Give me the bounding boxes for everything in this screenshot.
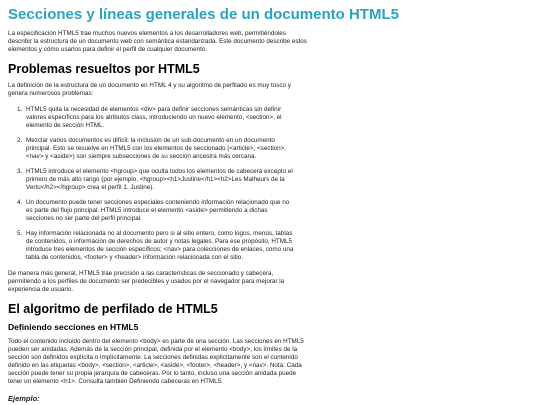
list-item: 5. Hay información relacionada no al documento pero si al sitio entero, como logos, menús, tablas de contenidos, o información de derechos de autor y notas legales. Para ese propósito, HTML5 introduce tres elementos de sección específicos; <nav> para colecciones de enlaces, como una tabla de contenidos, <footer> y <header> información relacionada con el sitio.: [24, 230, 296, 262]
intro-paragraph: La especificación HTML5 trae muchos nuevos elementos a los desarrolladores web, permitiéndoles describir la estructura de un documento web con semántica estandarizada. Este documento describe estos elementos y cómo usarlos para definir el perfil de cualquier documento.: [8, 30, 307, 53]
subheading-defining-sections: Definiendo secciones en HTML5: [8, 322, 139, 332]
defining-sections-paragraph: Todo el contenido incluido dentro del elemento <body> es parte de una sección. Las secciones en HTML5 pueden ser anidadas. Además de la sección principal, definida por el elemento <body>, los límites de la sección son definidos explícita o implícitamente. La secciones definidas explícitamente son el contenido definido en las etiquetas <body>, <section>, <article>, <aside>, <footer>, <header>, y <nav>. Nota: Cada sección puede tener su propia jerarquía de cabeceras. Por lo tanto, incluso una sección anidada puede tener un elemento <h1>. Consulta también Definiendo cabeceras en HTML5.: [8, 338, 304, 385]
section-heading-problems: Problemas resueltos por HTML5: [8, 62, 200, 76]
problems-list: [8, 106, 532, 262]
page-title: Secciones y líneas generales de un documento HTML5: [8, 6, 399, 23]
list-item: 1. HTML5 quita la necesidad de elementos <div> para definir secciones semánticas sin definir valores específicos para los atributos class, introduciendo un nuevo elemento, <section>, el elemento de sección HTML.: [24, 106, 296, 130]
list-item: 4. Un documento puede tener secciones especiales conteniendo información relacionado que no es parte del flujo principal. HTML5 introduce el elemento <aside> permitiendo a dichas secciones no ser parte del perfil principal.: [24, 199, 296, 223]
list-item: 3. HTML5 introduce el elemento <hgroup> que oculta todos los elementos de cabecera excepto el primero de más alto rango (por ejemplo, <hgroup><h1>Justine</h1><h2>Les Malheurs de la Vertu</h2></hgroup> crea el perfil 1. Justine).: [24, 168, 296, 192]
list-item: 2. Mezclar varios documentos es difícil: la inclusión de un sub-documento en un documento principal. Esto se resuelve en HTML5 con los elementos de seccionado (<article>, <section>, <nav> y <aside>) son siempre subsecciones de su sección ancestra más cercana.: [24, 137, 296, 161]
problems-lead-paragraph: La definición de la estructura de un documento en HTML 4 y su algoritmo de perfilado es muy tosco y genera numerosos problemas:: [8, 82, 291, 97]
problems-closing-paragraph: De manera más general, HTML5 trae precisión a las características de seccionado y cabecera, permitiendo a los perfiles de documento ser predecibles y usados por el navegador para mejorar la experiencia de usuario.: [8, 270, 285, 293]
section-heading-algorithm: El algoritmo de perfilado de HTML5: [8, 302, 218, 316]
example-label: Ejemplo:: [8, 394, 40, 403]
